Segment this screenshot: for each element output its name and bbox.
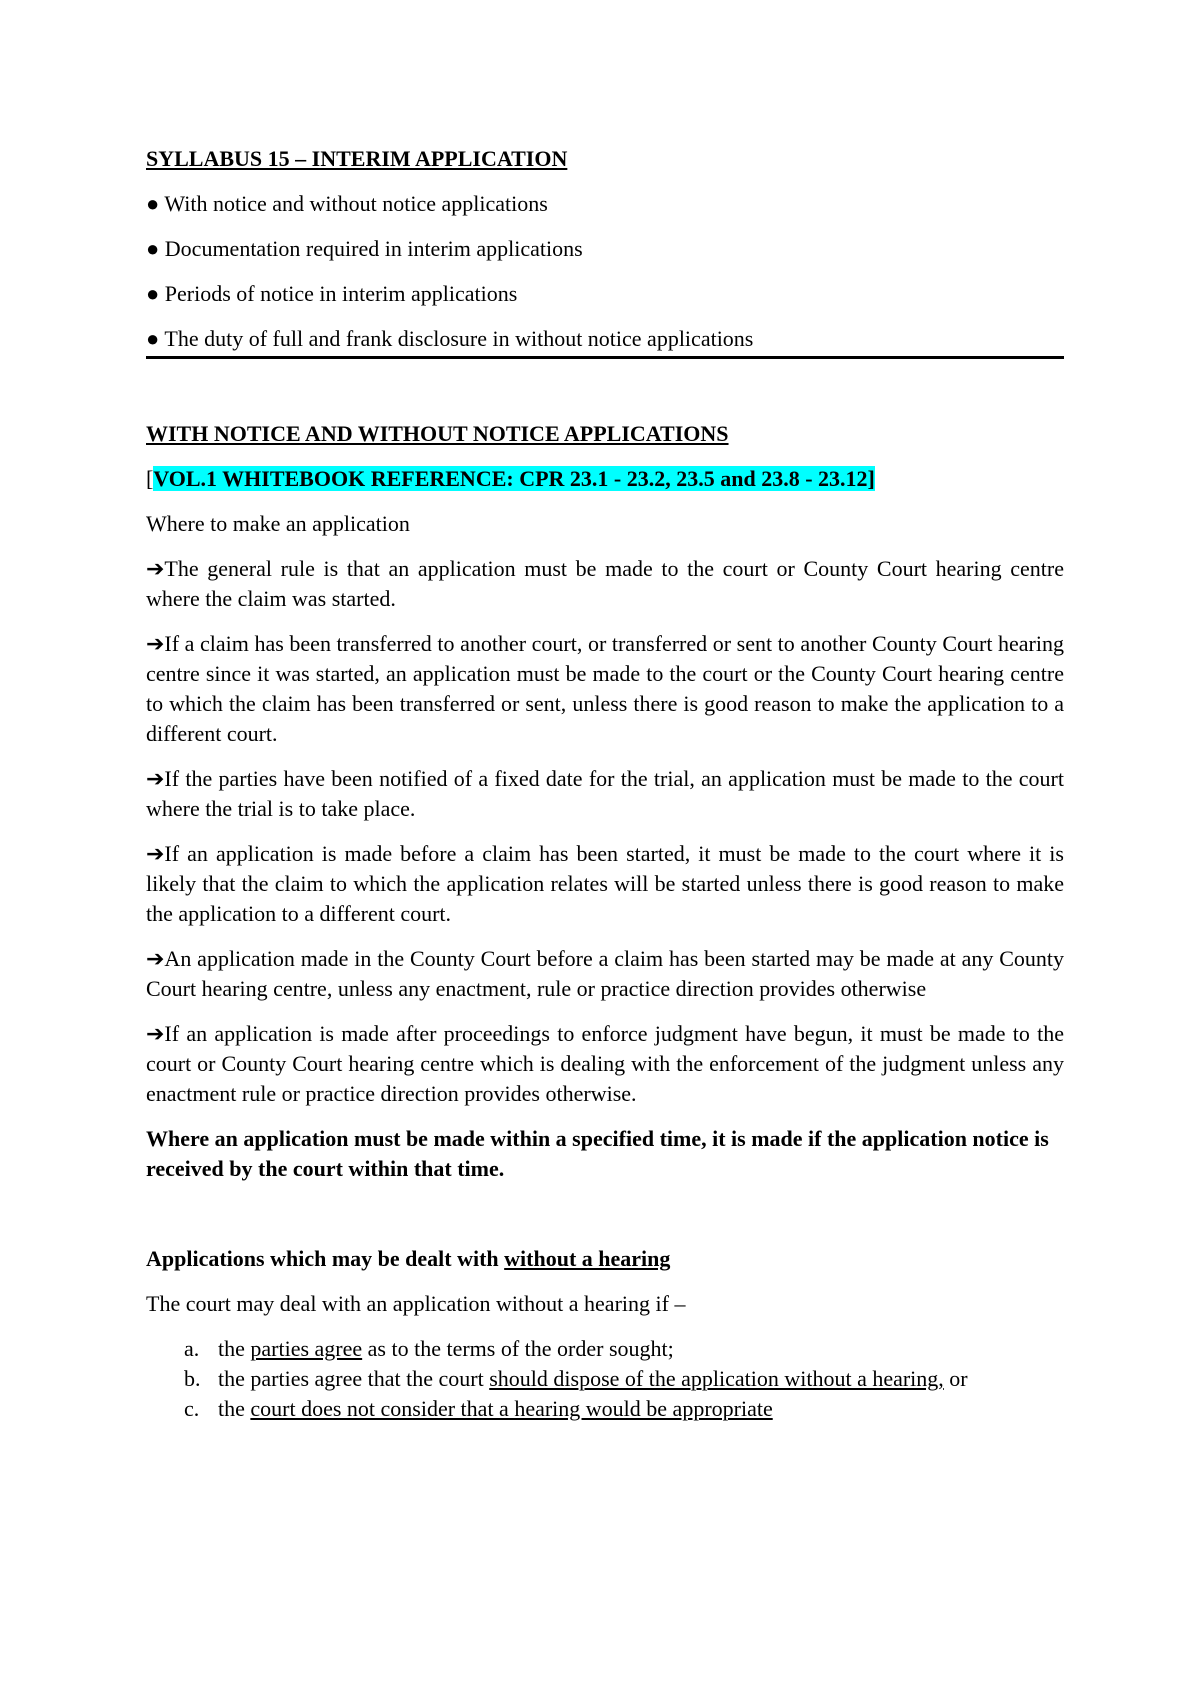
condition-text: as to the terms of the order sought; [362, 1336, 674, 1361]
condition-underlined: should dispose of the application without a hearing, [489, 1366, 944, 1391]
condition-text: the [218, 1396, 251, 1421]
heading-underlined: without a hearing [504, 1246, 671, 1271]
rule-paragraph: ➔If the parties have been notified of a fixed date for the trial, an application must be made to the court where the trial is to take place. [146, 766, 1064, 821]
rule-paragraph: ➔An application made in the County Court before a claim has been started may be made at any County Court hearing centre, unless any enactment, rule or practice direction provides otherwise [146, 946, 1064, 1001]
section-heading-notice-applications: WITH NOTICE AND WITHOUT NOTICE APPLICATIONS [146, 421, 729, 446]
section-heading-without-hearing [146, 1244, 1064, 1274]
rule-paragraph: ➔If a claim has been transferred to another court, or transferred or sent to another County Court hearing centre since it was started, an application must be made to the court or the County Court hearing centre to which the claim has been transferred or sent, unless there is good reason to make the application to a different court. [146, 631, 1064, 746]
whitebook-reference [146, 464, 1064, 494]
list-item [146, 1394, 1064, 1424]
list-item [146, 1334, 1064, 1364]
syllabus-bullet: ● With notice and without notice applications [146, 191, 548, 216]
list-marker: a. [184, 1336, 200, 1361]
condition-text: or [943, 1366, 968, 1391]
subheading-where-to-apply: Where to make an application [146, 511, 410, 536]
list-marker: c. [184, 1396, 200, 1421]
syllabus-bullet: ● Periods of notice in interim applications [146, 281, 518, 306]
reference-bracket: [ [146, 466, 154, 491]
syllabus-title: SYLLABUS 15 – INTERIM APPLICATION [146, 146, 568, 171]
rule-paragraph: ➔If an application is made after proceedings to enforce judgment have begun, it must be made to the court or County Court hearing centre which is dealing with the enforcement of the judgment unless any enactment rule or practice direction provides otherwise. [146, 1021, 1064, 1106]
condition-text: the parties agree that the court [218, 1366, 490, 1391]
heading-prefix: Applications which may be dealt with [146, 1246, 505, 1271]
condition-underlined: court does not consider that a hearing would be appropriate [250, 1396, 773, 1421]
list-marker: b. [184, 1366, 201, 1391]
conditions-list [146, 1334, 1064, 1424]
condition-text: the [218, 1336, 251, 1361]
condition-underlined: parties agree [250, 1336, 363, 1361]
syllabus-bullet: ● The duty of full and frank disclosure in without notice applications [146, 324, 1064, 359]
rule-paragraph: ➔If an application is made before a claim has been started, it must be made to the court where it is likely that the claim to which the application relates will be started unless there is good reason to make the application to a different court. [146, 841, 1064, 926]
document-content [146, 144, 1064, 1424]
rule-paragraph: ➔The general rule is that an application must be made to the court or County Court hearing centre where the claim was started. [146, 556, 1064, 611]
conditions-intro: The court may deal with an application without a hearing if – [146, 1291, 686, 1316]
specified-time-note: Where an application must be made within a specified time, it is made if the application notice is received by the court within that time. [146, 1126, 1049, 1181]
list-item [146, 1364, 1064, 1394]
syllabus-bullet: ● Documentation required in interim applications [146, 236, 583, 261]
reference-highlight: VOL.1 WHITEBOOK REFERENCE: CPR 23.1 - 23.2, 23.5 and 23.8 - 23.12] [153, 466, 875, 491]
